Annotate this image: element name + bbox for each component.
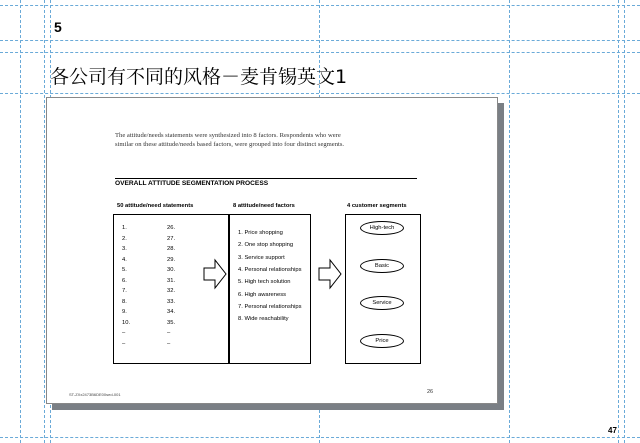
guide-line [0,93,640,94]
statement-number: 27. [167,235,176,242]
statement-number: 9. [122,309,127,315]
statement-number: 10. [122,319,131,326]
arrow-right-icon [203,258,227,290]
factor-item: 2. One stop shopping [238,242,294,249]
statement-number: 6. [122,277,127,284]
factor-item: 8. Wide reachability [238,316,289,323]
document-image [46,97,498,404]
statements-header: 50 attitude/need statements [117,203,194,209]
guide-line [509,0,510,443]
factors-header: 8 attitude/need factors [233,203,295,209]
guide-line [44,0,45,443]
factors-box [229,214,311,364]
factor-item: 5. High tech solution [238,279,291,286]
document-page-number: 26 [427,389,434,395]
guide-line [618,0,619,443]
guide-line [20,0,21,443]
process-title: OVERALL ATTITUDE SEGMENTATION PROCESS [115,180,269,187]
statement-number: 2. [122,235,127,242]
footer-number: 47 [608,426,617,435]
page-number: 5 [54,19,62,35]
statement-number: 7. [122,288,127,294]
segment-ellipse: High-tech [360,221,404,235]
guide-line [0,40,640,41]
guide-line [0,52,640,53]
statement-number: 4. [122,256,127,263]
document-code: ST-ZXx2473B6DE00sed-001 [69,392,121,397]
statement-number: 3. [122,246,127,252]
segment-ellipse: Price [360,334,404,348]
slide-title: 各公司有不同的风格－麦肯锡英文1 [50,66,348,88]
arrow-right-icon [318,258,342,290]
statement-number: 32. [167,288,176,294]
segment-ellipse: Basic [360,259,404,273]
intro-text: The attitude/needs statements were synthesized into 8 factors. Respondents who were similar on these attitude/needs based factors, were grouped into four distinct segments. [115,132,345,148]
segments-box [345,214,421,364]
guide-line [624,0,625,443]
statement-number: 5. [122,267,127,273]
statement-number: – [167,340,171,347]
segment-ellipse: Service [360,296,404,310]
statement-number: – [122,330,126,336]
process-rule [115,178,417,179]
factor-item: 1. Price shopping [238,230,283,236]
statement-number: 26. [167,225,176,231]
statement-number: 33. [167,298,176,305]
statement-number: 1. [122,225,127,231]
statement-number: 29. [167,256,176,263]
factor-item: 6. High awareness [238,291,287,298]
statement-number: 35. [167,319,176,326]
guide-line [0,5,640,6]
statement-number: – [167,330,171,336]
statement-number: – [122,340,126,347]
factor-item: 4. Personal relationships [238,266,302,273]
factor-item: 7. Personal relationships [238,303,302,310]
segments-header: 4 customer segments [347,203,407,209]
factor-item: 3. Service support [238,254,285,261]
statement-number: 31. [167,277,176,284]
statement-number: 30. [167,267,176,273]
statement-number: 8. [122,298,127,305]
statement-number: 28. [167,246,176,252]
statement-number: 34. [167,309,176,315]
guide-line [0,437,640,438]
